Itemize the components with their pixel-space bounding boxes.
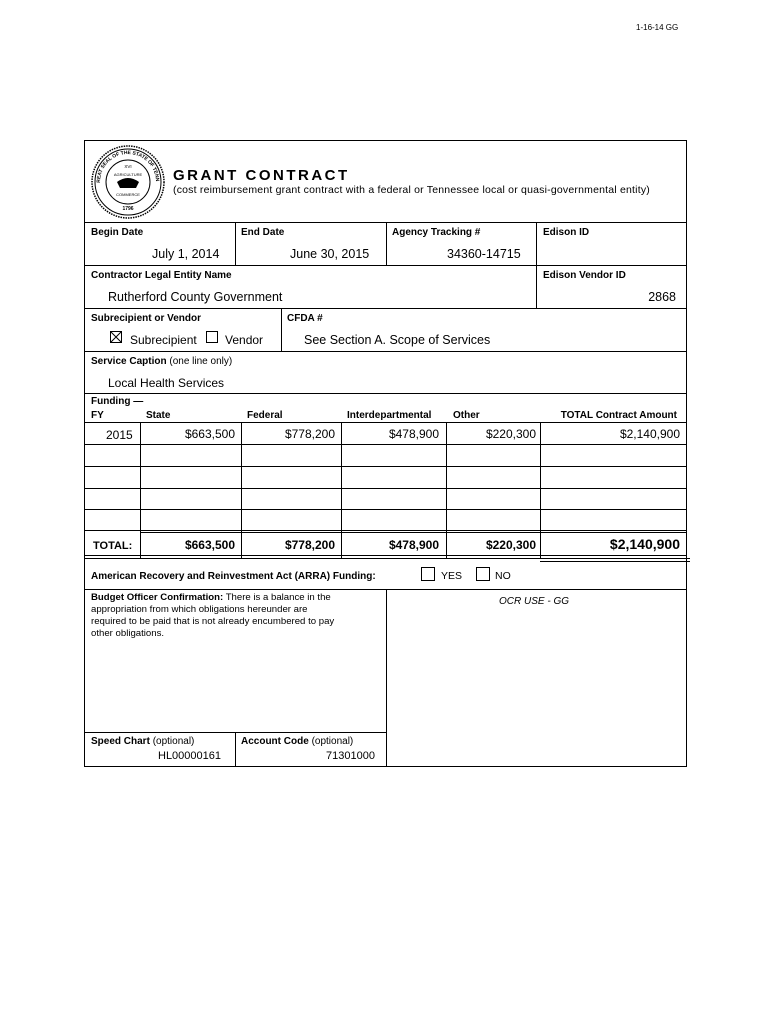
begin-date-value[interactable]: July 1, 2014 xyxy=(152,247,220,261)
col-total-contract-amount: TOTAL Contract Amount xyxy=(560,410,677,421)
speed-chart-label: Speed Chart xyxy=(91,736,150,747)
col-state: State xyxy=(146,410,171,421)
seal-year: 1796 xyxy=(122,206,134,212)
seal-commerce: COMMERCE xyxy=(116,192,140,197)
end-date-label: End Date xyxy=(241,227,285,238)
table-cell-total[interactable]: $2,140,900 xyxy=(619,427,680,441)
arra-no-label: NO xyxy=(495,570,511,582)
budget-text-line1: There is a balance in the xyxy=(225,592,331,603)
total-state: $663,500 xyxy=(184,538,235,552)
arra-no-checkbox[interactable] xyxy=(476,567,490,581)
total-contract-amount: $2,140,900 xyxy=(609,536,680,552)
col-interdepartmental: Interdepartmental xyxy=(347,410,432,421)
table-cell-interdepartmental[interactable]: $478,900 xyxy=(388,427,439,441)
speed-chart-label-group xyxy=(91,736,194,747)
col-other: Other xyxy=(453,410,480,421)
edison-id-label: Edison ID xyxy=(543,227,590,238)
budget-text-line4: other obligations. xyxy=(91,628,165,639)
funding-label: Funding — xyxy=(91,396,144,407)
service-caption-label: Service Caption xyxy=(91,356,167,367)
total-other: $220,300 xyxy=(485,538,536,552)
col-federal: Federal xyxy=(247,410,283,421)
total-interdepartmental: $478,900 xyxy=(388,538,439,552)
ocr-use-label: OCR USE - GG xyxy=(499,596,570,607)
speed-chart-value[interactable]: HL00000161 xyxy=(158,750,222,762)
end-date-value[interactable]: June 30, 2015 xyxy=(290,247,370,261)
account-code-label: Account Code xyxy=(241,736,309,747)
vendor-id-label: Edison Vendor ID xyxy=(543,270,626,281)
budget-text-line2: appropriation from which obligations hereunder are xyxy=(91,604,308,615)
contractor-value[interactable]: Rutherford County Government xyxy=(108,290,283,304)
vendor-id-value[interactable]: 2868 xyxy=(648,290,676,304)
service-caption-label-group xyxy=(91,356,232,367)
budget-text-line3: required to be paid that is not already encumbered to pay xyxy=(91,616,335,627)
service-caption-hint: (one line only) xyxy=(169,356,233,367)
agency-tracking-value[interactable]: 34360-14715 xyxy=(447,247,521,261)
vendor-option-label: Vendor xyxy=(225,333,264,347)
service-caption-value[interactable]: Local Health Services xyxy=(108,376,225,390)
table-cell-fy[interactable]: 2015 xyxy=(106,428,133,442)
account-code-value[interactable]: 71301000 xyxy=(326,750,375,762)
cfda-value[interactable]: See Section A. Scope of Services xyxy=(304,333,491,347)
account-code-label-group xyxy=(241,736,353,747)
begin-date-label: Begin Date xyxy=(91,227,144,238)
col-fy: FY xyxy=(91,410,104,421)
seal-agriculture: AGRICULTURE xyxy=(113,172,143,177)
speed-chart-hint: (optional) xyxy=(152,736,195,747)
page-subtitle: (cost reimbursement grant contract with a federal or Tennessee local or quasi-governmental entity) xyxy=(173,184,650,196)
state-seal xyxy=(90,144,166,220)
subrecipient-checkbox[interactable] xyxy=(110,331,122,343)
contractor-label: Contractor Legal Entity Name xyxy=(91,270,232,281)
arra-yes-checkbox[interactable] xyxy=(421,567,435,581)
total-federal: $778,200 xyxy=(284,538,335,552)
seal-roman: XVI xyxy=(124,164,132,169)
arra-label: American Recovery and Reinvestment Act (ARRA) Funding: xyxy=(91,571,376,582)
agency-tracking-label: Agency Tracking # xyxy=(392,227,481,238)
account-code-hint: (optional) xyxy=(311,736,354,747)
seal-text-top: REAT SEAL OF THE STATE OF TENN xyxy=(95,149,161,183)
budget-confirmation xyxy=(91,592,381,640)
budget-officer-label: Budget Officer Confirmation: xyxy=(91,592,224,603)
total-label: TOTAL: xyxy=(93,540,133,552)
cfda-label: CFDA # xyxy=(287,313,323,324)
subrecipient-vendor-label: Subrecipient or Vendor xyxy=(91,313,202,324)
table-cell-federal[interactable]: $778,200 xyxy=(284,427,335,441)
page-title: GRANT CONTRACT xyxy=(173,167,350,184)
arra-yes-label: YES xyxy=(441,570,463,582)
document-code: 1-16-14 GG xyxy=(636,23,679,32)
subrecipient-option-label: Subrecipient xyxy=(130,333,197,347)
table-cell-other[interactable]: $220,300 xyxy=(485,427,536,441)
vendor-checkbox[interactable] xyxy=(206,331,218,343)
table-cell-state[interactable]: $663,500 xyxy=(184,427,235,441)
